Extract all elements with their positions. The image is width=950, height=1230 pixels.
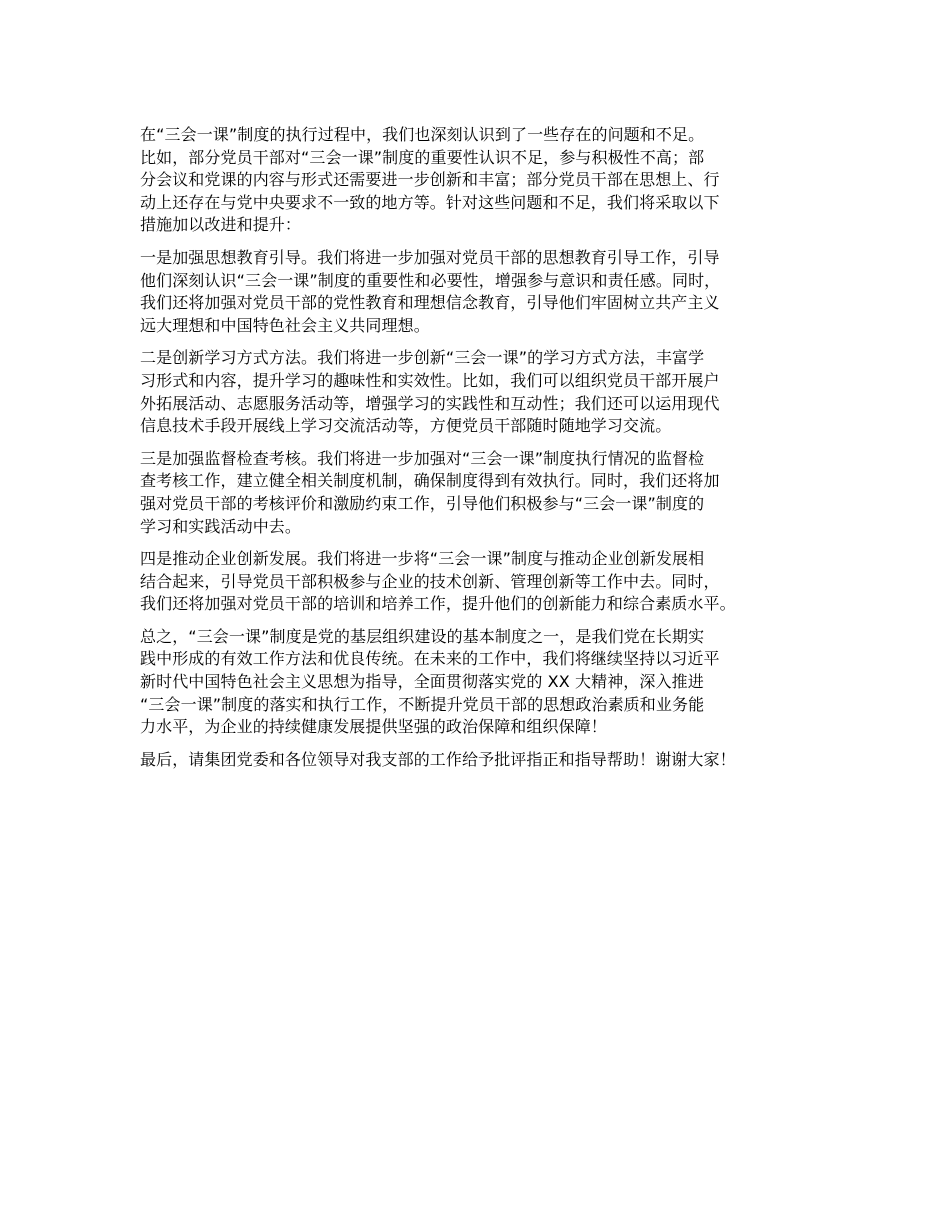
- text-line: 四是推动企业创新发展。我们将进一步将“三会一课”制度与推动企业创新发展相: [140, 549, 705, 569]
- text-line: 三是加强监督检查考核。我们将进一步加强对“三会一课”制度执行情况的监督检: [140, 448, 705, 468]
- text-line: 分会议和党课的内容与形式还需要进一步创新和丰富；部分党员干部在思想上、行: [140, 170, 720, 190]
- paragraph-measure-3: [140, 448, 830, 538]
- paragraph-measure-2: [140, 347, 830, 437]
- paragraph-closing: [140, 749, 830, 772]
- text-line: 措施加以改进和提升：: [140, 215, 302, 235]
- text-line: 强对党员干部的考核评价和激励约束工作，引导他们积极参与“三会一课”制度的: [140, 493, 705, 513]
- text-line: 外拓展活动、志愿服务活动等，增强学习的实践性和互动性；我们还可以运用现代: [140, 393, 720, 413]
- text-line: 在“三会一课”制度的执行过程中，我们也深刻认识到了一些存在的问题和不足。: [140, 125, 705, 144]
- text-line: 践中形成的有效工作方法和优良传统。在未来的工作中，我们将继续坚持以习近平: [140, 649, 720, 669]
- text-line: 新时代中国特色社会主义思想为指导，全面贯彻落实党的 XX 大精神，深入推进: [140, 672, 704, 692]
- paragraph-summary: [140, 626, 830, 739]
- text-line: 动上还存在与党中央要求不一致的地方等。针对这些问题和不足，我们将采取以下: [140, 192, 720, 212]
- text-line: 习形式和内容，提升学习的趣味性和实效性。比如，我们可以组织党员干部开展户: [140, 370, 720, 390]
- text-line: 远大理想和中国特色社会主义共同理想。: [140, 315, 430, 335]
- text-line: 二是创新学习方式方法。我们将进一步创新“三会一课”的学习方式方法，丰富学: [140, 348, 705, 368]
- text-line: 我们还将加强对党员干部的党性教育和理想信念教育，引导他们牢固树立共产主义: [140, 293, 720, 313]
- text-line: 力水平，为企业的持续健康发展提供坚强的政治保障和组织保障！: [140, 717, 607, 737]
- text-line: 信息技术手段开展线上学习交流活动等，方便党员干部随时随地学习交流。: [140, 416, 672, 436]
- text-line: 最后，请集团党委和各位领导对我支部的工作给予批评指正和指导帮助！谢谢大家！: [140, 749, 736, 769]
- text-line: 结合起来，引导党员干部积极参与企业的技术创新、管理创新等工作中去。同时，: [140, 571, 720, 591]
- text-line: 他们深刻认识“三会一课”制度的重要性和必要性，增强参与意识和责任感。同时，: [140, 270, 721, 290]
- text-line: 学习和实践活动中去。: [140, 516, 302, 536]
- text-line: “三会一课”制度的落实和执行工作，不断提升党员干部的思想政治素质和业务能: [140, 694, 705, 714]
- paragraph-problems: [140, 124, 830, 237]
- paragraph-measure-1: [140, 247, 830, 337]
- text-line: 我们还将加强对党员干部的培训和培养工作，提升他们的创新能力和综合素质水平。: [140, 594, 736, 614]
- text-line: 一是加强思想教育引导。我们将进一步加强对党员干部的思想教育引导工作，引导: [140, 247, 720, 267]
- paragraph-measure-4: [140, 548, 830, 616]
- text-line: 查考核工作，建立健全相关制度机制，确保制度得到有效执行。同时，我们还将加: [140, 471, 720, 491]
- text-line: 比如，部分党员干部对“三会一课”制度的重要性认识不足，参与积极性不高；部: [140, 147, 705, 167]
- document-body: [140, 124, 830, 781]
- text-line: 总之，“三会一课”制度是党的基层组织建设的基本制度之一，是我们党在长期实: [140, 626, 705, 646]
